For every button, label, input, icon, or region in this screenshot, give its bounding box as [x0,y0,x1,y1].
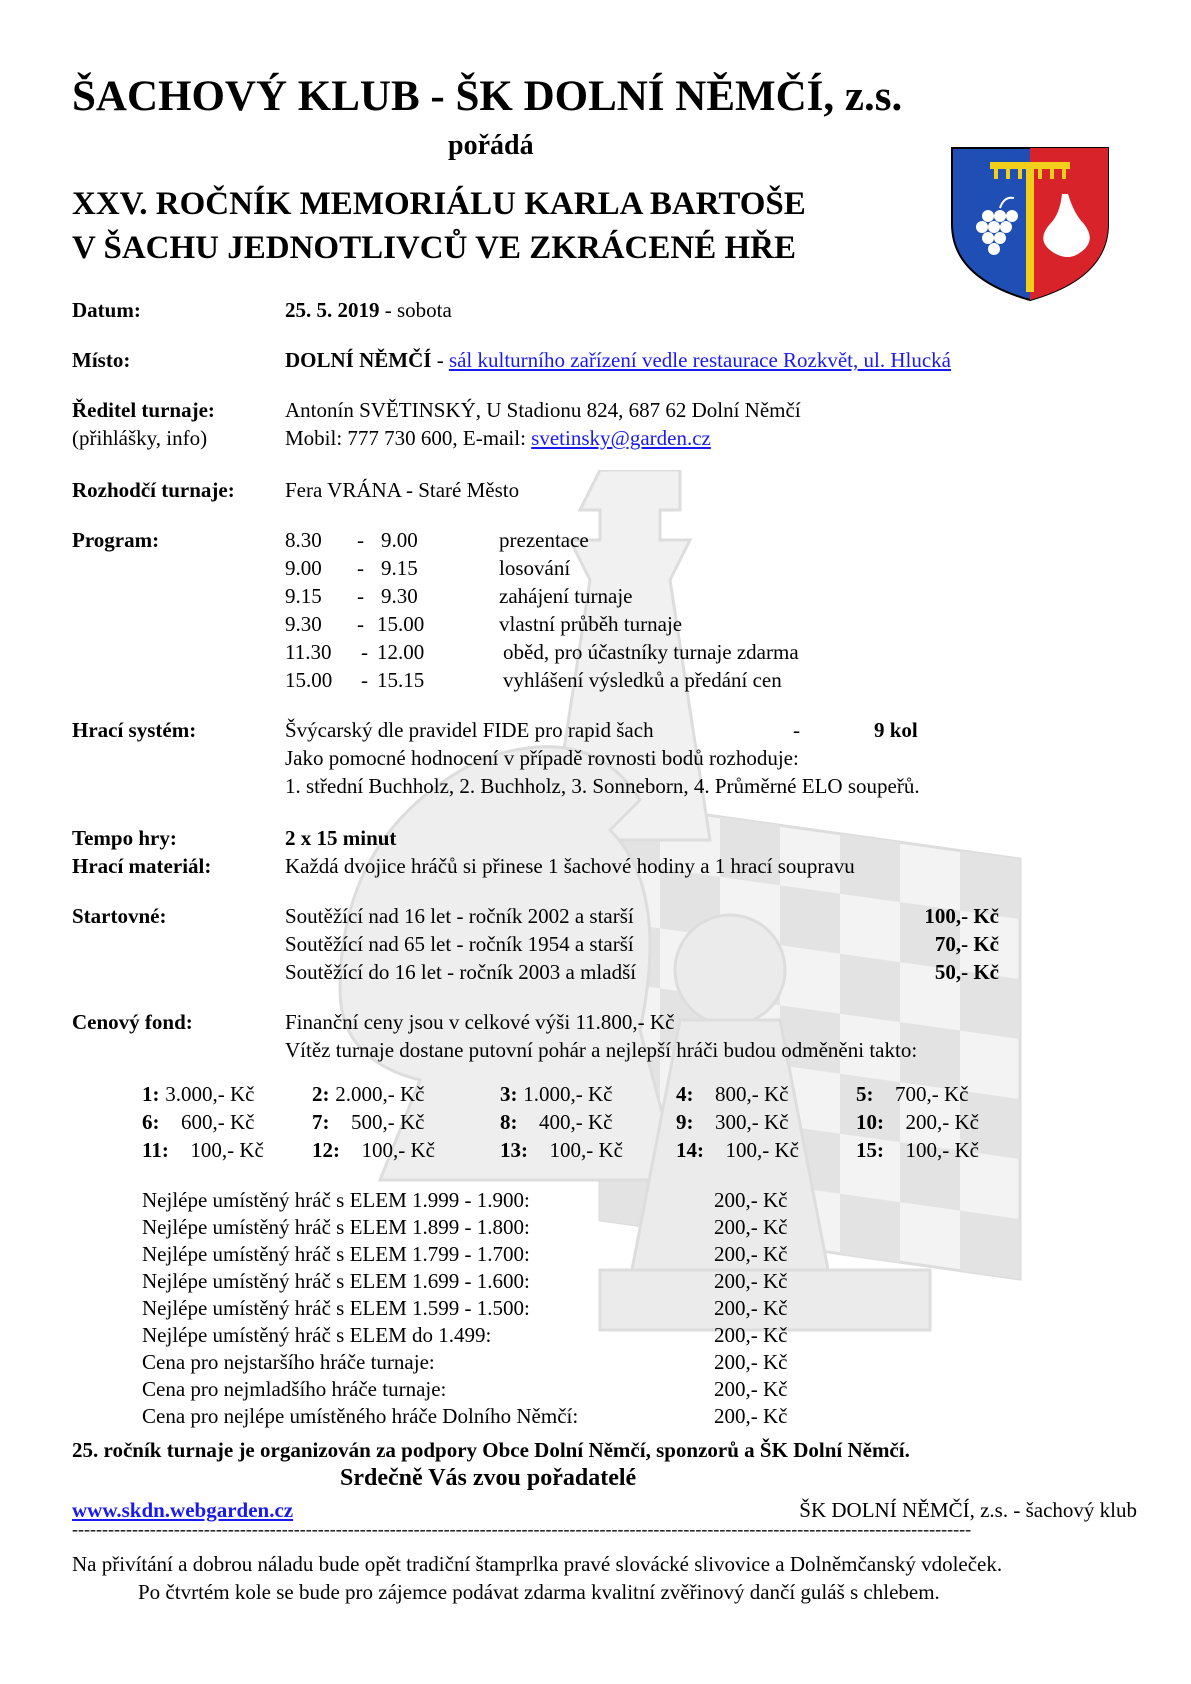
program-to: 15.00 [377,612,425,636]
program-desc: zahájení turnaje [499,584,633,608]
place-prize [500,1136,623,1164]
tournament-title-line2: V ŠACHU JEDNOTLIVCŮ VE ZKRÁCENÉ HŘE [72,230,796,266]
date-day: - sobota [379,298,452,322]
place-amount: 400,- Kč [539,1110,613,1134]
place-amount: 100,- Kč [361,1138,435,1162]
place-prize [676,1136,799,1164]
place-sep: - [431,348,449,372]
place-link[interactable]: sál kulturního zařízení vedle restaurace Rozkvět, ul. Hlucká [448,348,951,372]
place-prize [142,1136,264,1164]
fee-price: 50,- Kč [934,960,999,984]
special-prize-amount: 200,- Kč [714,1296,788,1320]
special-prize-amount: 200,- Kč [714,1377,788,1401]
prize-fund-label: Cenový fond: [72,1010,193,1034]
program-desc: losování [499,556,571,580]
program-from: 8.30 [285,528,322,552]
place-number: 13: [500,1138,528,1162]
place-number: 10: [856,1110,884,1134]
special-prize-amount: 200,- Kč [714,1188,788,1212]
program-label: Program: [72,528,160,552]
fee-text: Soutěžící do 16 let - ročník 2003 a mladší [285,960,637,984]
invite-text: Srdečně Vás zvou pořadatelé [340,1465,637,1491]
special-prize-amount: 200,- Kč [714,1350,788,1374]
system-dash: - [793,718,800,742]
special-prize-text: Nejlépe umístěný hráč s ELEM 1.899 - 1.800: [142,1215,530,1239]
place-amount: 100,- Kč [190,1138,264,1162]
special-prize-text: Nejlépe umístěný hráč s ELEM 1.799 - 1.700: [142,1242,530,1266]
place-amount: 3.000,- Kč [165,1082,255,1106]
place-amount: 200,- Kč [905,1110,979,1134]
special-prize-amount: 200,- Kč [714,1404,788,1428]
fee-text: Soutěžící nad 65 let - ročník 1954 a starší [285,932,634,956]
arbiter-value: Fera VRÁNA - Staré Město [285,478,520,502]
special-prize-text: Cena pro nejstaršího hráče turnaje: [142,1350,435,1374]
fee-price: 100,- Kč [924,904,999,928]
special-prizes-list [142,1186,842,1436]
places-grid [142,1080,1002,1170]
system-rounds: 9 kol [874,718,918,742]
special-prize-amount: 200,- Kč [714,1323,788,1347]
place-prize [312,1108,425,1136]
place-number: 4: [676,1082,694,1106]
director-email-link[interactable]: svetinsky@garden.cz [531,426,711,450]
place-label: Místo: [72,348,131,372]
program-desc: oběd, pro účastníky turnaje zdarma [503,640,799,664]
place-number: 5: [856,1082,874,1106]
place-amount: 1.000,- Kč [523,1082,613,1106]
place-prize [676,1108,789,1136]
fee-text: Soutěžící nad 16 let - ročník 2002 a starší [285,904,634,928]
note1: Na přivítání a dobrou náladu bude opět tradiční štamprlka pravé slovácké slivovice a Dolněmčanský vdoleček. [72,1552,1003,1576]
place-number: 2: [312,1082,330,1106]
place-amount: 100,- Kč [549,1138,623,1162]
place-prize [676,1080,789,1108]
place-prize [142,1080,255,1108]
place-amount: 500,- Kč [351,1110,425,1134]
place-number: 15: [856,1138,884,1162]
place-amount: 100,- Kč [725,1138,799,1162]
program-from: 9.30 [285,612,322,636]
tournament-title-line1: XXV. ROČNÍK MEMORIÁLU KARLA BARTOŠE [72,186,806,222]
special-prize-text: Nejlépe umístěný hráč s ELEM 1.999 - 1.900: [142,1188,530,1212]
director-sub: (přihlášky, info) [72,426,208,450]
program-from: 9.00 [285,556,322,580]
place-prize [500,1080,613,1108]
place-town: DOLNÍ NĚMČÍ [285,348,432,372]
website-link[interactable]: www.skdn.webgarden.cz [72,1498,294,1522]
program-from: 9.15 [285,584,322,608]
place-number: 7: [312,1110,330,1134]
place-number: 14: [676,1138,704,1162]
prize-fund-line2: Vítěz turnaje dostane putovní pohár a nejlepší hráči budou odměněni takto: [285,1038,918,1062]
system-line3: 1. střední Buchholz, 2. Buchholz, 3. Sonneborn, 4. Průměrné ELO soupeřů. [285,774,920,798]
place-prize [500,1108,613,1136]
place-amount: 300,- Kč [715,1110,789,1134]
system-line2: Jako pomocné hodnocení v případě rovnosti bodů rozhoduje: [285,746,799,770]
place-prize [856,1136,979,1164]
divider: ------------------------------------------------------------------------------------------------------------------------------------------------------ [72,1519,972,1539]
tempo-label: Tempo hry: [72,826,177,850]
special-prize-amount: 200,- Kč [714,1215,788,1239]
program-from: 11.30 [285,640,332,664]
place-number: 8: [500,1110,518,1134]
director-label: Ředitel turnaje: [72,398,215,422]
program-to: 12.00 [377,640,425,664]
club-title: ŠACHOVÝ KLUB - ŠK DOLNÍ NĚMČÍ, z.s. [72,73,903,120]
fee-price: 70,- Kč [934,932,999,956]
director-phone: Mobil: 777 730 600, E-mail: [285,426,532,450]
place-prize [312,1136,435,1164]
date-text: 25. 5. 2019 [285,298,380,322]
place-prize [856,1108,979,1136]
program-to: 9.00 [381,528,418,552]
date-label: Datum: [72,298,141,322]
special-prize-text: Nejlépe umístěný hráč s ELEM do 1.499: [142,1323,492,1347]
support-text: 25. ročník turnaje je organizován za podpory Obce Dolní Němčí, sponzorů a ŠK Dolní Němčí. [72,1438,910,1462]
director-value: Antonín SVĚTINSKÝ, U Stadionu 824, 687 62 Dolní Němčí [285,398,801,422]
place-number: 3: [500,1082,518,1106]
place-prize [856,1080,969,1108]
coat-of-arms-icon [950,146,1110,302]
system-label: Hrací systém: [72,718,197,742]
prize-fund-line1: Finanční ceny jsou v celkové výši 11.800,- Kč [285,1010,675,1034]
date-value [285,296,452,324]
program-desc: prezentace [499,528,589,552]
program-desc: vyhlášení výsledků a předání cen [503,668,782,692]
place-value [285,346,951,374]
place-prize [312,1080,425,1108]
system-line1: Švýcarský dle pravidel FIDE pro rapid šach [285,718,654,742]
place-number: 9: [676,1110,694,1134]
program-desc: vlastní průběh turnaje [499,612,683,636]
special-prize-amount: 200,- Kč [714,1269,788,1293]
club-name: ŠK DOLNÍ NĚMČÍ, z.s. - šachový klub [799,1498,1137,1522]
special-prize-text: Nejlépe umístěný hráč s ELEM 1.599 - 1.500: [142,1296,530,1320]
place-number: 1: [142,1082,160,1106]
special-prize-text: Nejlépe umístěný hráč s ELEM 1.699 - 1.600: [142,1269,530,1293]
special-prize-text: Cena pro nejlépe umístěného hráče Dolního Němčí: [142,1404,579,1428]
tempo-value: 2 x 15 minut [285,826,397,850]
place-amount: 100,- Kč [905,1138,979,1162]
fees-label: Startovné: [72,904,167,928]
program-to: 9.15 [381,556,418,580]
material-value: Každá dvojice hráčů si přinese 1 šachové hodiny a 1 hrací soupravu [285,854,855,878]
organizes-text: pořádá [448,130,534,161]
arbiter-label: Rozhodčí turnaje: [72,478,235,502]
place-amount: 800,- Kč [715,1082,789,1106]
place-amount: 700,- Kč [895,1082,969,1106]
material-label: Hrací materiál: [72,854,212,878]
program-to: 9.30 [381,584,418,608]
place-amount: 2.000,- Kč [335,1082,425,1106]
place-number: 11: [142,1138,169,1162]
place-number: 6: [142,1110,160,1134]
special-prize-text: Cena pro nejmladšího hráče turnaje: [142,1377,447,1401]
director-contact [285,424,711,452]
place-amount: 600,- Kč [181,1110,255,1134]
place-number: 12: [312,1138,340,1162]
note2: Po čtvrtém kole se bude pro zájemce podávat zdarma kvalitní zvěřinový dančí guláš s chlebem. [138,1580,940,1604]
program-from: 15.00 [285,668,333,692]
place-prize [142,1108,255,1136]
program-to: 15.15 [377,668,425,692]
special-prize-amount: 200,- Kč [714,1242,788,1266]
